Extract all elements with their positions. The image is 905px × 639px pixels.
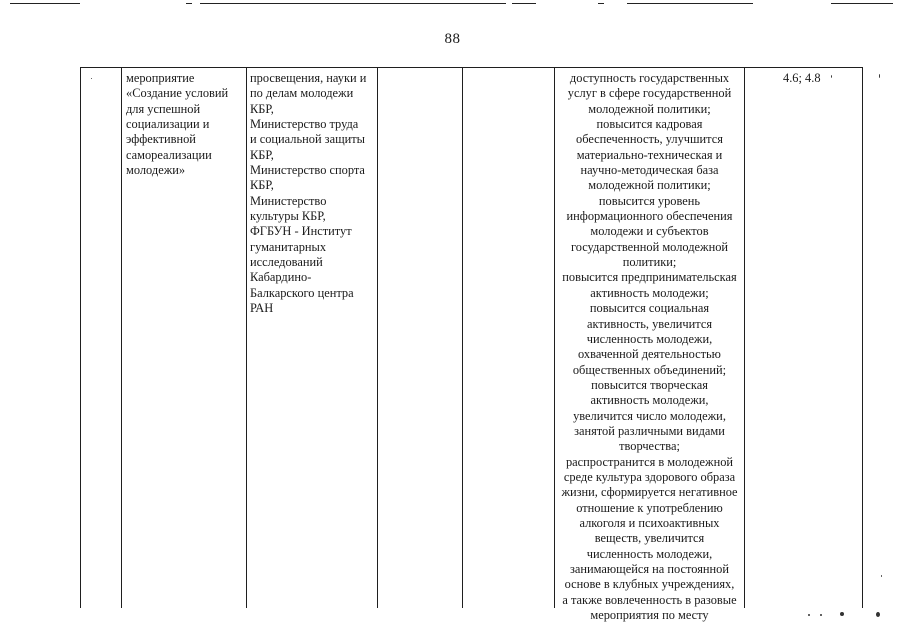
executors-cell: просвещения, науки и по делам молодежи КБР, Министерство труда и социальной защиты КБР, Министерство спорта КБР, Министерство культуры КБР, ФГБУН - Институт гуманитарных исследований Кабардино- Балкарского центра РАН <box>250 71 367 316</box>
table-border-col-4 <box>462 67 463 608</box>
table-border-col-1 <box>121 67 122 608</box>
document-table <box>80 67 863 623</box>
table-border-col-2 <box>246 67 247 608</box>
scan-top-line-3 <box>200 3 506 4</box>
table-border-col-3 <box>377 67 378 608</box>
indicators-cell: 4.6; 4.8 <box>783 71 821 85</box>
scan-speck <box>840 612 844 616</box>
scan-top-line-5 <box>598 3 604 4</box>
event-cell: мероприятие «Создание условий для успешной социализации и эффективной самореализации молодежи» <box>126 71 229 178</box>
scan-speck <box>820 614 822 616</box>
scan-top-line-4 <box>512 3 536 4</box>
scan-top-line-7 <box>831 3 893 4</box>
scan-top-line-6 <box>627 3 753 4</box>
scan-speck <box>808 614 810 616</box>
expected-result-cell: доступность государственных услуг в сфере государственной молодежной политики; повысится кадровая обеспеченность, улучшится материально-техническая и научно-методическая база молодежной политики; повысится уровень информационного обеспечения молодежи и субъектов государственной молодежной политики; повысится предпринимательская активность молодежи; повысится социальная активность, увеличится численность молодежи, охваченной деятельностью общественных объединений; повысится творческая активность молодежи, увеличится число молодежи, занятой различными видами творчества; распространится в молодежной среде культура здорового образа жизни, сформируется негативное отношение к употреблению алкоголя и психоактивных веществ, увеличится численность молодежи, занимающейся на постоянной основе в клубных учреждениях, а также вовлеченность в разовые мероприятия по месту <box>561 71 738 623</box>
table-border-col-0 <box>80 67 81 608</box>
table-border-col-6 <box>744 67 745 608</box>
scan-top-line-1 <box>10 3 80 4</box>
table-border-col-7 <box>862 67 863 608</box>
scan-speck <box>876 612 880 617</box>
scan-speck <box>91 78 92 79</box>
table-top-border <box>80 67 863 68</box>
scan-speck <box>879 74 880 78</box>
page-number: 88 <box>444 31 461 47</box>
scan-top-line-2 <box>186 3 192 4</box>
scan-speck <box>881 575 882 577</box>
scan-speck <box>831 75 832 78</box>
